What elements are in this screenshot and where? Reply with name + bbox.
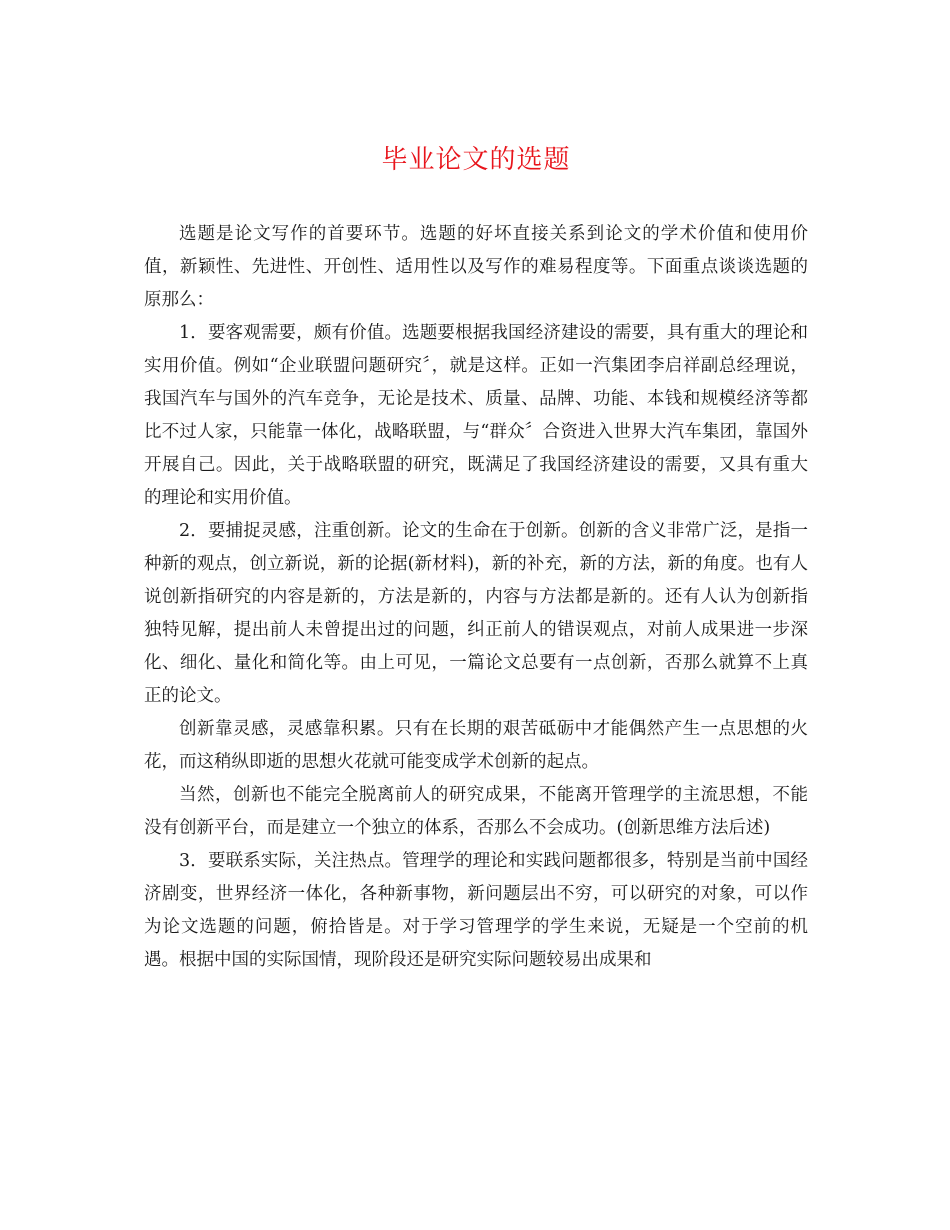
paragraph-inspiration: 创新靠灵感，灵感靠积累。只有在长期的艰苦砥砺中才能偶然产生一点思想的火花，而这稍纵即逝的思想火花就可能变成学术创新的起点。 [144,719,808,772]
document-page [144,0,808,1230]
paragraph-point-2: 2．要捕捉灵感，注重创新。论文的生命在于创新。创新的含义非常广泛，是指一种新的观点，创立新说，新的论据(新材料)，新的补充，新的方法，新的角度。也有人说创新指研究的内容是新的，方法是新的，内容与方法都是新的。还有人认为创新指独特见解，提出前人未曾提出过的问题，纠正前人的错误观点，对前人成果进一步深化、细化、量化和简化等。由上可见，一篇论文总要有一点创新，否那么就算不上真正的论文。 [144,521,808,706]
document-body [144,218,808,977]
paragraph-intro: 选题是论文写作的首要环节。选题的好坏直接关系到论文的学术价值和使用价值，新颖性、先进性、开创性、适用性以及写作的难易程度等。下面重点谈谈选题的原那么： [144,224,808,310]
paragraph-innovation-note: 当然，创新也不能完全脱离前人的研究成果，不能离开管理学的主流思想，不能没有创新平台，而是建立一个独立的体系，否那么不会成功。(创新思维方法后述) [144,785,808,838]
paragraph-point-3: 3．要联系实际，关注热点。管理学的理论和实践问题都很多，特别是当前中国经济剧变，世界经济一体化，各种新事物，新问题层出不穷，可以研究的对象，可以作为论文选题的问题，俯拾皆是。对于学习管理学的学生来说，无疑是一个空前的机遇。根据中国的实际国情，现阶段还是研究实际问题较易出成果和 [144,851,808,970]
paragraph-point-1: 1．要客观需要，颇有价值。选题要根据我国经济建设的需要，具有重大的理论和实用价值。例如“企业联盟问题研究〞，就是这样。正如一汽集团李启祥副总经理说，我国汽车与国外的汽车竞争，无论是技术、质量、品牌、功能、本钱和规模经济等都比不过人家，只能靠一体化，战略联盟，与“群众〞合资进入世界大汽车集团，靠国外开展自己。因此，关于战略联盟的研究，既满足了我国经济建设的需要，又具有重大的理论和实用价值。 [144,323,808,508]
document-title: 毕业论文的选题 [381,145,571,175]
